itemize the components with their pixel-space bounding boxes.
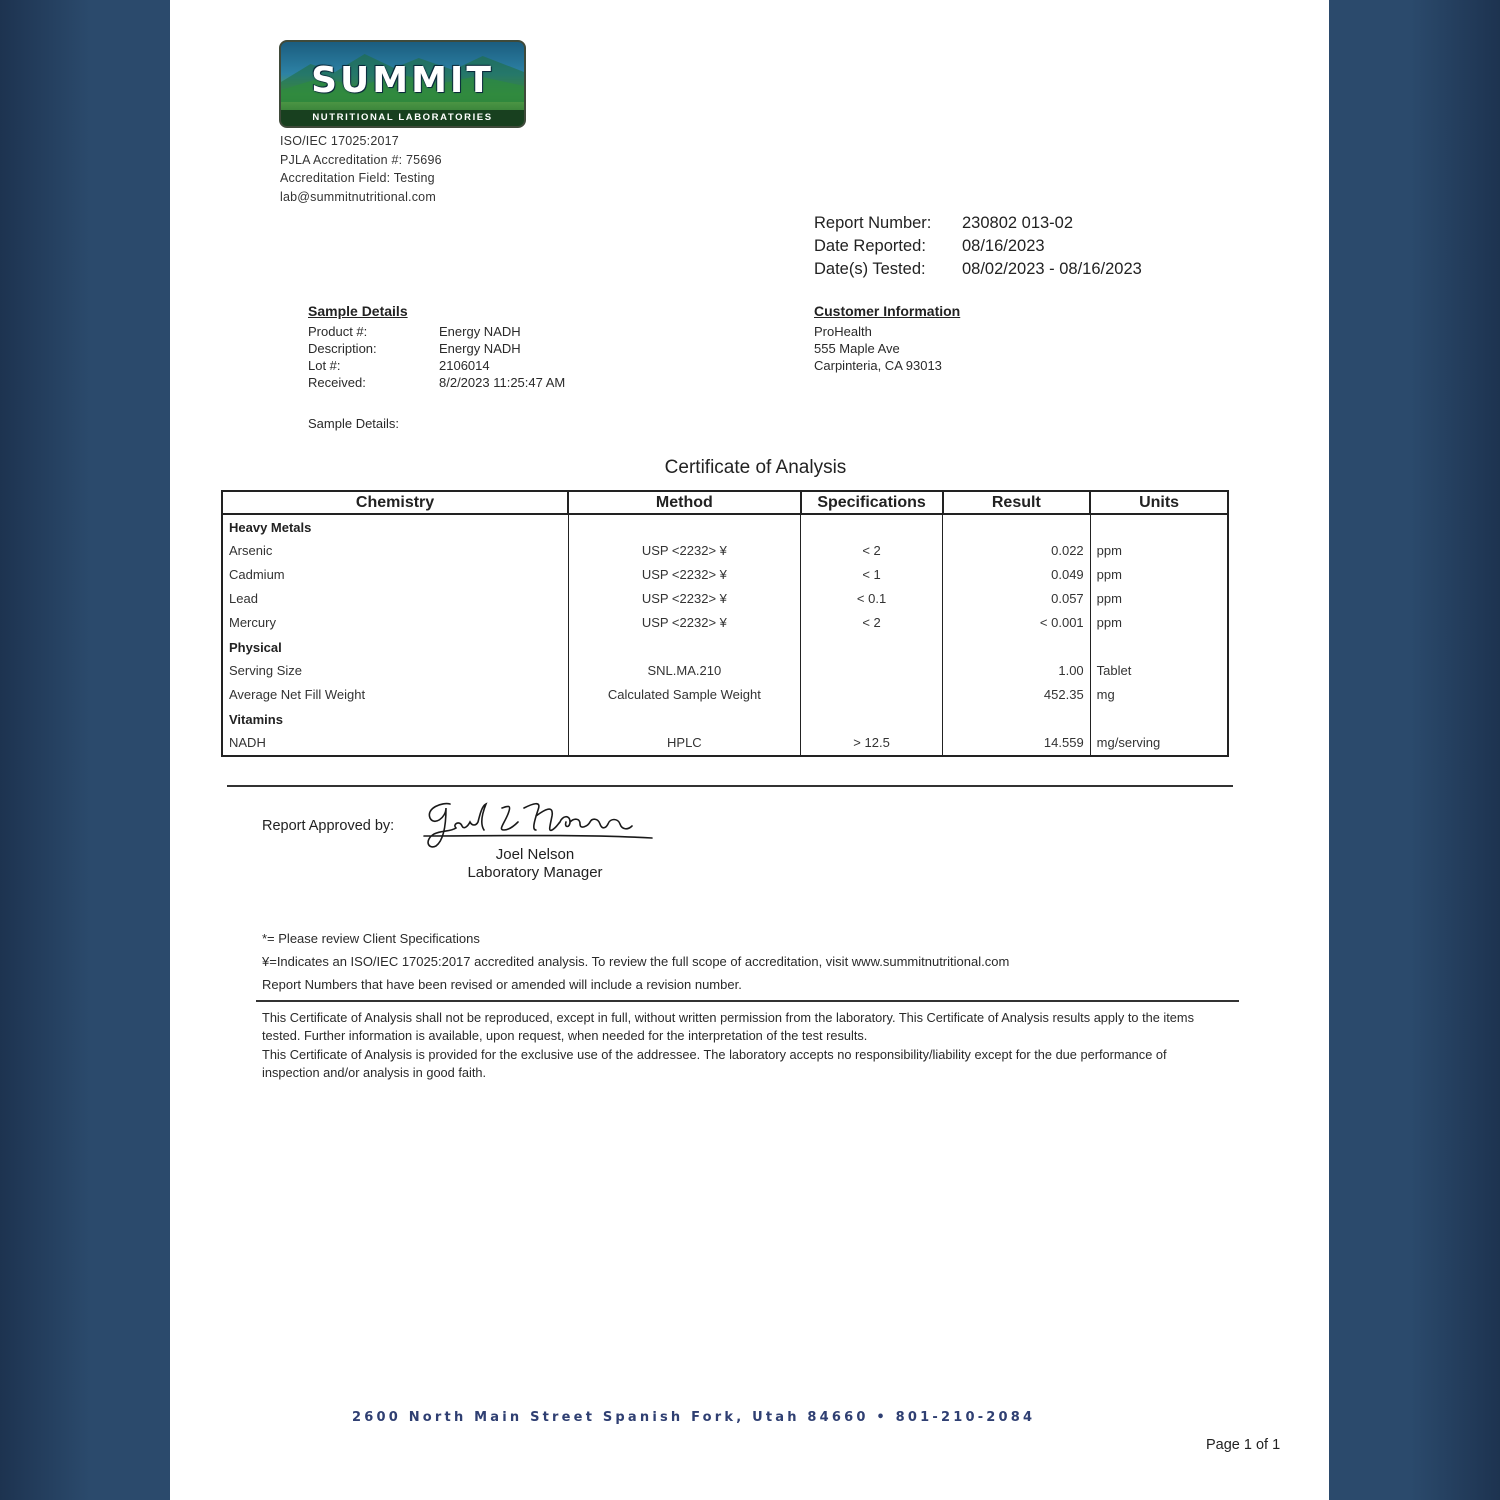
table-row	[222, 659, 1228, 683]
group-heavy-metals: Heavy Metals	[222, 514, 568, 539]
summit-logo	[279, 40, 526, 128]
chem-cell: Lead	[222, 587, 568, 611]
units-cell: ppm	[1090, 611, 1228, 635]
result-cell: 1.00	[943, 659, 1091, 683]
group-row	[222, 514, 1228, 539]
page-number: Page 1 of 1	[1206, 1437, 1281, 1453]
table-row	[222, 587, 1228, 611]
sample-details-extra: Sample Details:	[308, 416, 400, 431]
group-vitamins: Vitamins	[222, 707, 568, 731]
result-cell: 0.049	[943, 563, 1091, 587]
table-row	[222, 683, 1228, 707]
result-cell: 0.057	[943, 587, 1091, 611]
customer-name: ProHealth	[814, 324, 872, 339]
chem-cell: Cadmium	[222, 563, 568, 587]
chem-cell: Mercury	[222, 611, 568, 635]
customer-city: Carpinteria, CA 93013	[814, 358, 942, 373]
lab-address: 2600 North Main Street Spanish Fork, Utah 84660 • 801-210-2084	[352, 1410, 1036, 1425]
method-cell: USP <2232> ¥	[568, 539, 801, 563]
logo-subtitle: NUTRITIONAL LABORATORIES	[281, 110, 524, 126]
logo-wordmark: SUMMIT	[311, 60, 494, 101]
units-cell: mg/serving	[1090, 731, 1228, 756]
group-row	[222, 635, 1228, 659]
spec-cell: < 2	[801, 611, 943, 635]
spec-cell: > 12.5	[801, 731, 943, 756]
lab-field: Accreditation Field: Testing	[280, 171, 435, 185]
group-row	[222, 707, 1228, 731]
lab-info	[280, 132, 442, 206]
received-value: 8/2/2023 11:25:47 AM	[439, 375, 566, 390]
note-client-specs: *= Please review Client Specifications	[262, 931, 480, 946]
lot-value: 2106014	[439, 358, 490, 373]
product-label: Product #:	[308, 324, 368, 339]
result-cell: 452.35	[943, 683, 1091, 707]
product-value: Energy NADH	[439, 324, 521, 339]
lab-pjla: PJLA Accreditation #: 75696	[280, 152, 442, 167]
legal-paragraph: This Certificate of Analysis is provided for the exclusive use of the addressee. The laboratory accepts no responsibility/liability except for the due performance of inspection and/or analysis in good faith.	[262, 1046, 1167, 1080]
divider	[256, 1000, 1239, 1002]
units-cell: ppm	[1090, 539, 1228, 563]
units-cell: mg	[1090, 683, 1228, 707]
dates-tested-label: Date(s) Tested:	[814, 260, 926, 278]
units-cell: ppm	[1090, 587, 1228, 611]
note-revision: Report Numbers that have been revised or amended will include a revision number.	[262, 977, 742, 992]
customer-info	[814, 303, 960, 374]
method-cell: USP <2232> ¥	[568, 563, 801, 587]
sample-details-title: Sample Details	[308, 303, 408, 319]
result-cell: 14.559	[943, 731, 1091, 756]
method-cell: USP <2232> ¥	[568, 587, 801, 611]
chem-cell: Average Net Fill Weight	[222, 683, 568, 707]
header-method: Method	[568, 491, 801, 514]
group-physical: Physical	[222, 635, 568, 659]
chem-cell: Arsenic	[222, 539, 568, 563]
table-row	[222, 731, 1228, 756]
description-value: Energy NADH	[439, 341, 521, 356]
chem-cell: NADH	[222, 731, 568, 756]
date-reported: 08/16/2023	[962, 237, 1045, 255]
spec-cell: < 2	[801, 539, 943, 563]
method-cell: Calculated Sample Weight	[568, 683, 801, 707]
coa-header-row	[222, 491, 1228, 514]
sample-details	[308, 303, 565, 391]
date-reported-label: Date Reported:	[814, 237, 926, 255]
spec-cell	[801, 683, 943, 707]
units-cell: Tablet	[1090, 659, 1228, 683]
method-cell: USP <2232> ¥	[568, 611, 801, 635]
report-meta	[814, 212, 1142, 281]
method-cell: HPLC	[568, 731, 801, 756]
approver-name: Joel Nelson	[495, 846, 575, 863]
result-cell: < 0.001	[943, 611, 1091, 635]
received-label: Received:	[308, 375, 366, 390]
table-row	[222, 539, 1228, 563]
certificate-page	[170, 0, 1329, 1500]
header-chemistry: Chemistry	[222, 491, 568, 514]
approval-label: Report Approved by:	[262, 818, 395, 834]
header-result: Result	[943, 491, 1091, 514]
divider	[227, 785, 1233, 787]
lab-iso: ISO/IEC 17025:2017	[280, 134, 399, 148]
units-cell: ppm	[1090, 563, 1228, 587]
legal-paragraph: This Certificate of Analysis shall not be reproduced, except in full, without written permission from the laboratory. This Certificate of Analysis results apply to the items tested. Further information is available, upon request, when needed for the interpretation of the test results.	[262, 1010, 1194, 1044]
legal-text	[262, 1009, 1222, 1082]
lab-email: lab@summitnutritional.com	[280, 189, 436, 204]
notes	[262, 927, 1009, 996]
method-cell: SNL.MA.210	[568, 659, 801, 683]
report-number: 230802 013-02	[962, 214, 1074, 232]
spec-cell: < 1	[801, 563, 943, 587]
table-row	[222, 611, 1228, 635]
chem-cell: Serving Size	[222, 659, 568, 683]
header-units: Units	[1090, 491, 1228, 514]
coa-title: Certificate of Analysis	[664, 457, 847, 478]
header-specifications: Specifications	[801, 491, 943, 514]
approver-role: Laboratory Manager	[467, 864, 603, 881]
customer-info-title: Customer Information	[814, 303, 961, 319]
result-cell: 0.022	[943, 539, 1091, 563]
dates-tested: 08/02/2023 - 08/16/2023	[962, 260, 1142, 278]
coa-table	[221, 490, 1229, 757]
description-label: Description:	[308, 341, 377, 356]
report-number-label: Report Number:	[814, 214, 932, 232]
customer-street: 555 Maple Ave	[814, 341, 900, 356]
table-row	[222, 563, 1228, 587]
spec-cell: < 0.1	[801, 587, 943, 611]
spec-cell	[801, 659, 943, 683]
note-accreditation: ¥=Indicates an ISO/IEC 17025:2017 accredited analysis. To review the full scope of accreditation, visit www.summitnutritional.com	[262, 954, 1010, 969]
lot-label: Lot #:	[308, 358, 341, 373]
